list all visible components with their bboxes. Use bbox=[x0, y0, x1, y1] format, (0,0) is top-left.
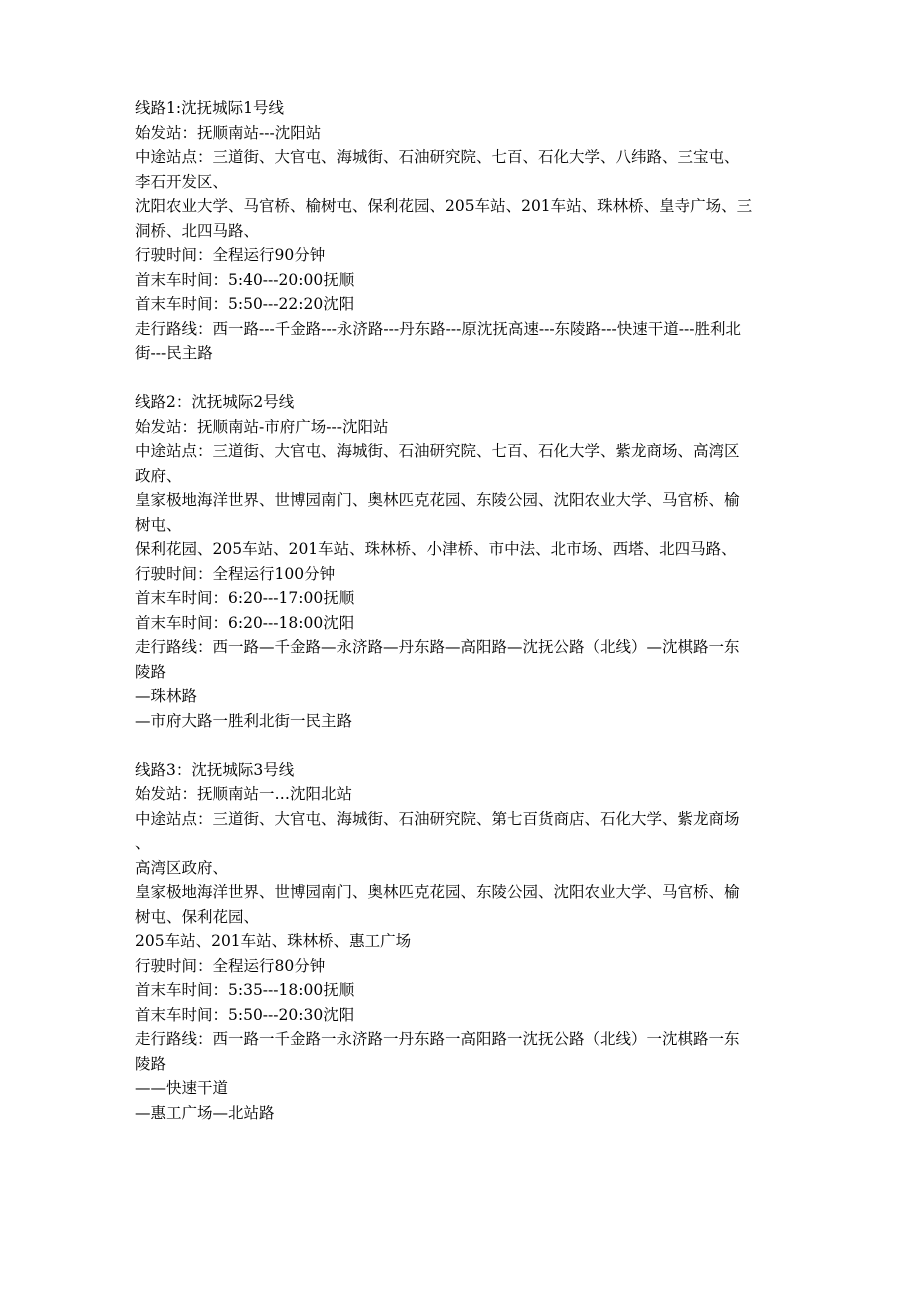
intermediate-stops: 中途站点：三道街、大官屯、海城街、石油研究院、七百、石化大学、紫龙商场、高湾区 bbox=[135, 442, 740, 460]
travel-time: 行驶时间：全程运行80分钟 bbox=[135, 956, 326, 975]
intermediate-stops: 高湾区政府、 bbox=[135, 858, 229, 877]
intermediate-stops: 中途站点：三道街、大官屯、海城街、石油研究院、第七百货商店、石化大学、紫龙商场 bbox=[135, 809, 740, 828]
first-last-bus-time: 首末车时间：6:20---17:00抚顺 bbox=[135, 589, 355, 607]
travel-time: 行驶时间：全程运行100分钟 bbox=[135, 564, 336, 583]
first-last-bus-time: 首末车时间：5:50---20:30沈阳 bbox=[135, 1005, 355, 1024]
intermediate-stops: 沈阳农业大学、马官桥、榆树屯、保利花园、205车站、201车站、珠林桥、皇寺广场、三 bbox=[135, 197, 753, 215]
intermediate-stops: 李石开发区、 bbox=[135, 172, 229, 191]
intermediate-stops: 洞桥、北四马路、 bbox=[135, 221, 260, 240]
travel-time: 行驶时间：全程运行90分钟 bbox=[135, 246, 326, 264]
route-path: —珠林路 bbox=[135, 687, 198, 705]
intermediate-stops: 皇家极地海洋世界、世博园南门、奥林匹克花园、东陵公园、沈阳农业大学、马官桥、榆 bbox=[135, 883, 740, 901]
origin-station: 始发站：抚顺南站-市府广场---沈阳站 bbox=[135, 417, 389, 436]
intermediate-stops: 树屯、保利花园、 bbox=[135, 907, 260, 926]
first-last-bus-time: 首末车时间：5:35---18:00抚顺 bbox=[135, 981, 355, 999]
route-path: ——快速干道 bbox=[135, 1079, 229, 1097]
route-path: 走行路线：西一路一千金路一永济路一丹东路一高阳路一沈抚公路（北线）一沈棋路一东 bbox=[135, 1030, 740, 1048]
document-page bbox=[135, 96, 795, 1150]
intermediate-stops: 保利花园、205车站、201车站、珠林桥、小津桥、市中法、北市场、西塔、北四马路、 bbox=[135, 540, 737, 558]
route-1-section bbox=[135, 96, 795, 366]
route-title: 线路2：沈抚城际2号线 bbox=[135, 393, 295, 411]
intermediate-stops: 205车站、201车站、珠林桥、惠工广场 bbox=[135, 932, 412, 950]
origin-station: 始发站：抚顺南站---沈阳站 bbox=[135, 123, 322, 142]
first-last-bus-time: 首末车时间：6:20---18:00沈阳 bbox=[135, 613, 355, 632]
route-2-section bbox=[135, 390, 795, 733]
route-3-section bbox=[135, 758, 795, 1126]
route-path: 走行路线：西一路---千金路---永济路---丹东路---原沈抚高速---东陵路---快速干道---胜利北 bbox=[135, 319, 741, 338]
first-last-bus-time: 首末车时间：5:50---22:20沈阳 bbox=[135, 295, 355, 313]
route-path: —市府大路一胜利北街一民主路 bbox=[135, 711, 353, 730]
route-path: 街---民主路 bbox=[135, 344, 213, 362]
route-path: 陵路 bbox=[135, 662, 167, 681]
route-path: 陵路 bbox=[135, 1054, 167, 1073]
first-last-bus-time: 首末车时间：5:40---20:00抚顺 bbox=[135, 270, 355, 289]
route-path: —惠工广场—北站路 bbox=[135, 1103, 275, 1122]
intermediate-stops: 树屯、 bbox=[135, 515, 182, 534]
origin-station: 始发站：抚顺南站一…沈阳北站 bbox=[135, 785, 353, 803]
intermediate-stops: 、 bbox=[135, 834, 151, 852]
intermediate-stops: 政府、 bbox=[135, 466, 182, 485]
route-title: 线路1:沈抚城际1号线 bbox=[135, 99, 284, 117]
route-path: 走行路线：西一路—千金路—永济路—丹东路—高阳路—沈抚公路（北线）—沈棋路一东 bbox=[135, 638, 740, 656]
intermediate-stops: 中途站点：三道街、大官屯、海城街、石油研究院、七百、石化大学、八纬路、三宝屯、 bbox=[135, 148, 740, 166]
route-title: 线路3：沈抚城际3号线 bbox=[135, 760, 295, 779]
intermediate-stops: 皇家极地海洋世界、世博园南门、奥林匹克花园、东陵公园、沈阳农业大学、马官桥、榆 bbox=[135, 491, 740, 509]
